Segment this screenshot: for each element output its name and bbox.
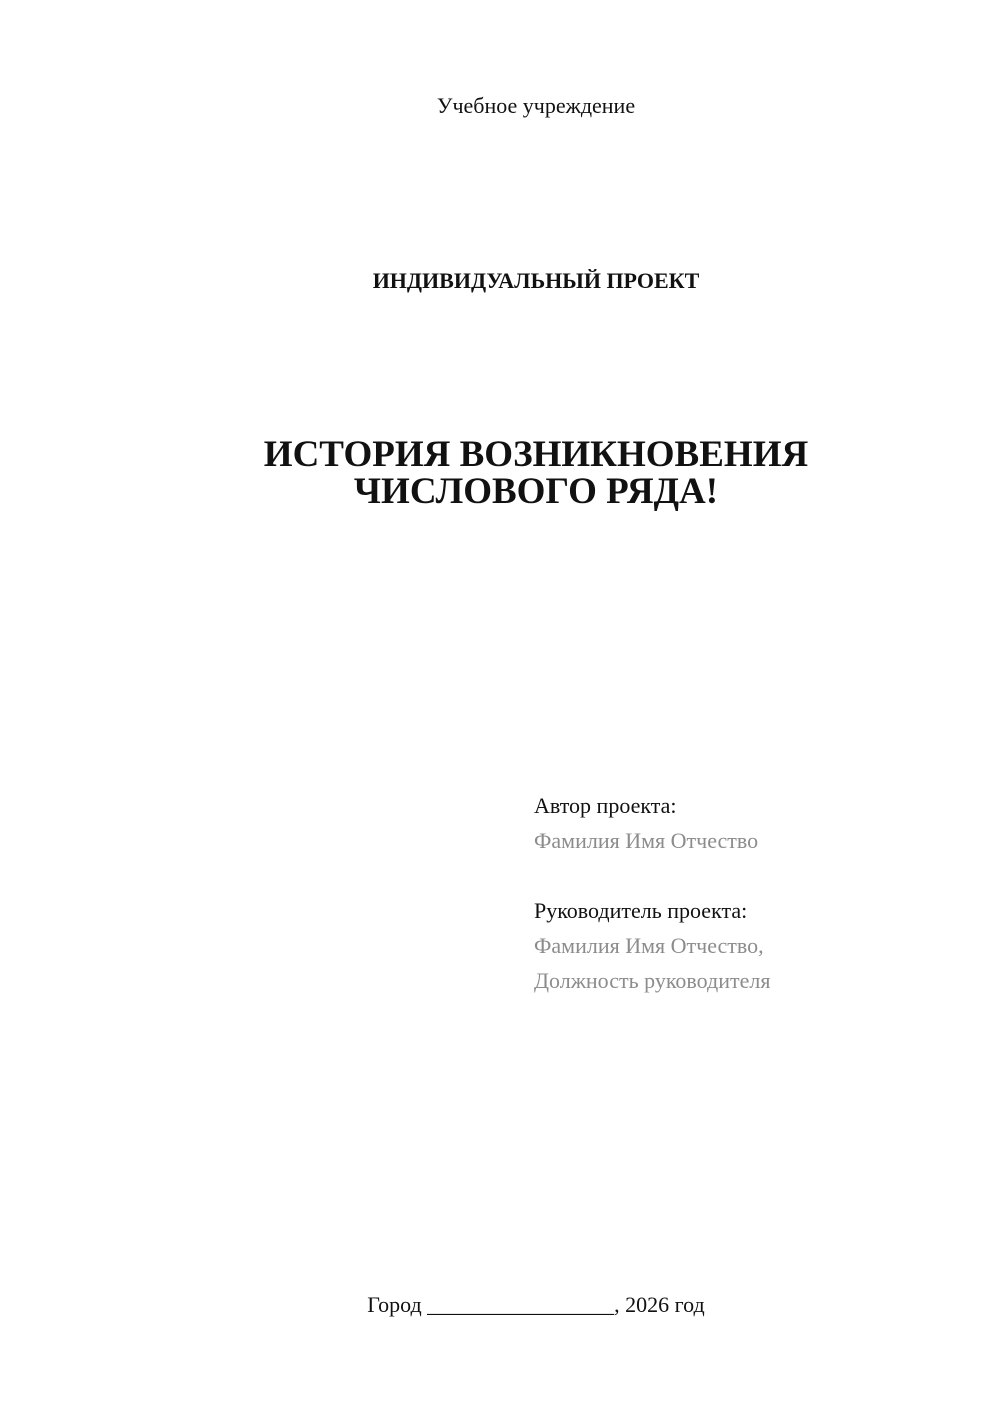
project-type: ИНДИВИДУАЛЬНЫЙ ПРОЕКТ xyxy=(372,268,700,293)
city-year-line: Город _________________, 2026 год xyxy=(367,1292,705,1317)
project-title xyxy=(0,436,1000,510)
supervisor-name: Фамилия Имя Отчество, xyxy=(534,933,764,958)
author-label: Автор проекта: xyxy=(534,793,677,818)
project-title-line-2: ЧИСЛОВОГО РЯДА! xyxy=(353,471,719,512)
author-name: Фамилия Имя Отчество xyxy=(534,828,759,853)
project-title-line-1: ИСТОРИЯ ВОЗНИКНОВЕНИЯ xyxy=(263,434,809,475)
supervisor-position: Должность руководителя xyxy=(534,968,771,993)
authors-block xyxy=(534,788,974,998)
supervisor-label: Руководитель проекта: xyxy=(534,898,748,923)
institution-name: Учебное учреждение xyxy=(436,93,636,118)
spacer xyxy=(534,858,974,893)
